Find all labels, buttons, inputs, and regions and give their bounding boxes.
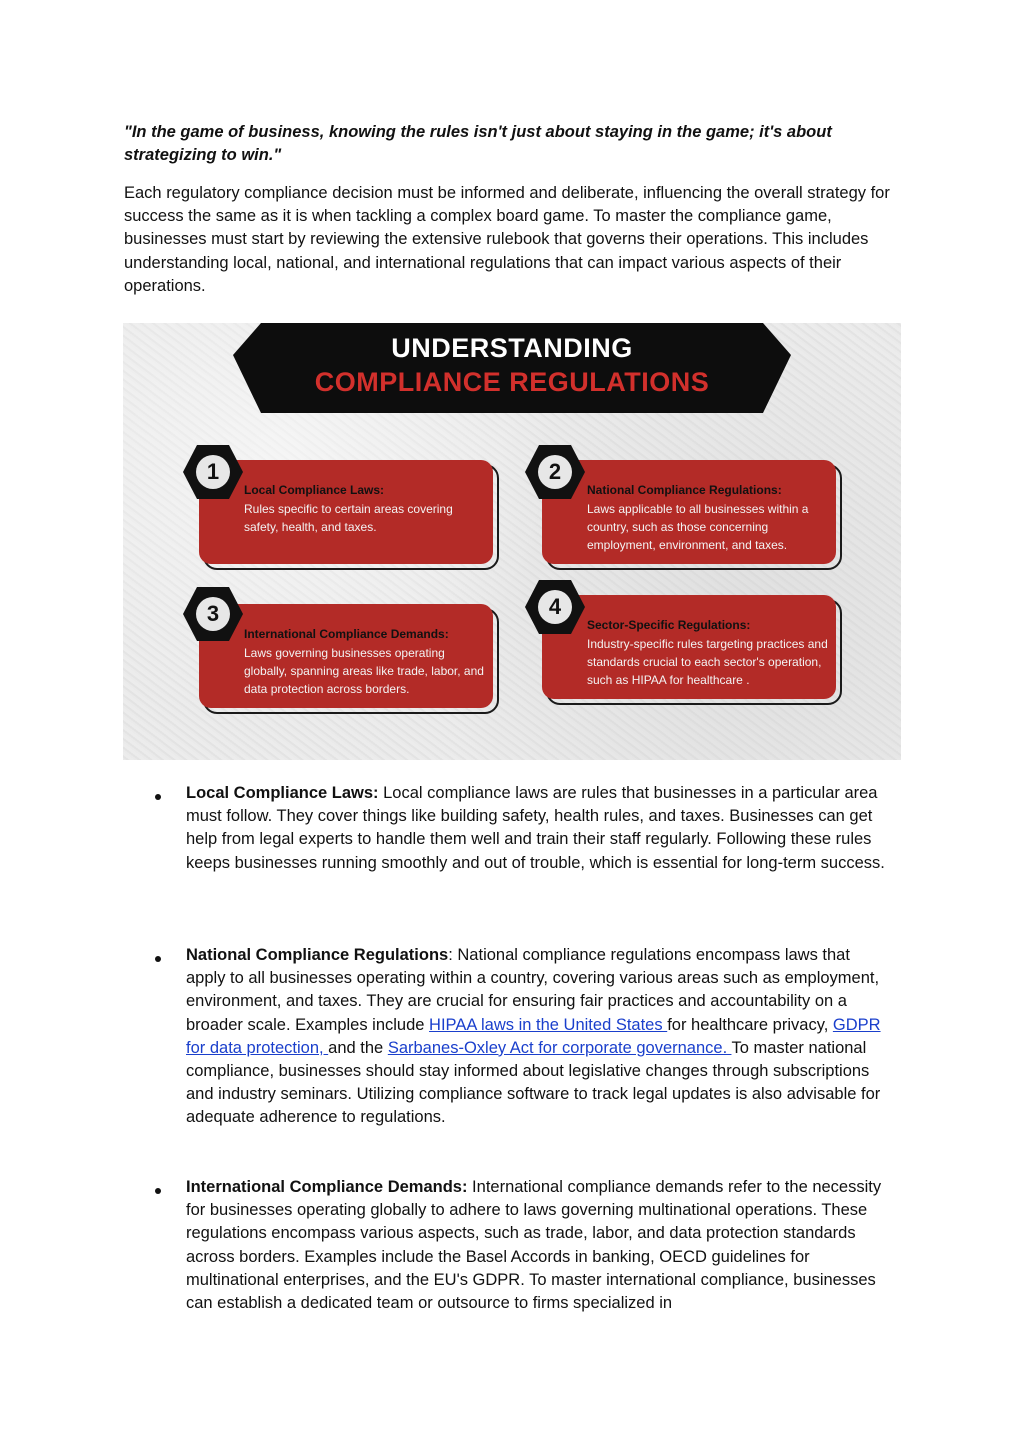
badge-number: 4 bbox=[548, 594, 562, 619]
bullet-dot bbox=[155, 956, 161, 962]
compliance-infographic bbox=[123, 323, 901, 760]
number-badge-2 bbox=[523, 443, 587, 501]
number-badge-1 bbox=[181, 443, 245, 501]
card-text: Laws governing businesses operating globally, spanning areas like trade, labor, and data protection across borders. bbox=[244, 646, 484, 696]
opening-quote: "In the game of business, knowing the rules isn't just about staying in the game; it's about strategizing to win." bbox=[124, 123, 832, 164]
badge-number: 1 bbox=[206, 459, 220, 484]
bullet-dot bbox=[155, 1188, 161, 1194]
bullet-text: and the bbox=[328, 1038, 388, 1057]
card-national-compliance bbox=[542, 460, 842, 570]
bullet-dot bbox=[155, 794, 161, 800]
badge-number: 3 bbox=[206, 601, 220, 626]
sarbanes-oxley-link[interactable]: Sarbanes-Oxley Act for corporate governance. bbox=[387, 1038, 732, 1057]
number-badge-4 bbox=[523, 578, 587, 636]
hipaa-link[interactable]: HIPAA laws in the United States bbox=[429, 1015, 668, 1034]
bullet-heading: Local Compliance Laws: bbox=[186, 784, 379, 802]
bullet-local-compliance bbox=[186, 782, 886, 875]
infographic-title-line1: UNDERSTANDING bbox=[391, 333, 633, 363]
bullet-international-compliance bbox=[186, 1176, 886, 1315]
bullet-text: : National compliance regulations encompass laws that apply to all businesses operating within a country, covering various areas such as employment, environment, and taxes. They are crucial for ensuring fair practices and accountability on a broader scale. Examples include bbox=[186, 946, 880, 1034]
gdpr-link[interactable]: GDPR for data protection, bbox=[186, 1015, 881, 1057]
card-title: Local Compliance Laws: bbox=[244, 483, 385, 497]
bullet-heading: International Compliance Demands: bbox=[186, 1178, 468, 1196]
card-title: Sector-Specific Regulations: bbox=[587, 618, 751, 632]
bullet-text: To master national compliance, businesses should stay informed about legislative changes through subscriptions and industry seminars. Utilizing compliance software to track legal updates is also advisable for adequate adherence to regulations. bbox=[186, 1038, 881, 1127]
bullet-text: Local compliance laws are rules that businesses in a particular area must follow. They cover things like building safety, health rules, and taxes. Businesses can get help from legal experts to handle them well and train their staff regularly. Following these rules keeps businesses running smoothly and out of trouble, which is essential for long-term success. bbox=[186, 784, 885, 872]
bullet-text: for healthcare privacy, bbox=[667, 1015, 833, 1034]
bullet-text: International compliance demands refer to the necessity for businesses operating globally to adhere to laws governing multinational operations. These regulations encompass various aspects, such as trade, labor, and data protection standards across borders. Examples include the Basel Accords in banking, OECD guidelines for multinational enterprises, and the EU's GDPR. To master international compliance, businesses can establish a dedicated team or outsource to firms specialized in bbox=[186, 1178, 882, 1313]
bullet-national-compliance bbox=[186, 944, 886, 1130]
card-text: Rules specific to certain areas covering safety, health, and taxes. bbox=[244, 502, 453, 534]
intro-paragraph: Each regulatory compliance decision must be informed and deliberate, influencing the overall strategy for success the same as it is when tackling a complex board game. To master the compliance game, businesses must start by reviewing the extensive rulebook that governs their operations. This includes understanding local, national, and international regulations that can impact various aspects of their operations. bbox=[124, 184, 890, 295]
infographic-title-line2: COMPLIANCE REGULATIONS bbox=[314, 367, 710, 397]
card-title: National Compliance Regulations: bbox=[587, 483, 782, 497]
card-text: Industry-specific rules targeting practices and standards crucial to each sector's operation, such as HIPAA for healthcare . bbox=[587, 637, 828, 687]
card-title: International Compliance Demands: bbox=[244, 627, 449, 641]
card-sector-specific bbox=[542, 595, 842, 705]
card-text: Laws applicable to all businesses within a country, such as those concerning employment, environment, and taxes. bbox=[587, 502, 809, 552]
infographic-banner bbox=[233, 323, 791, 413]
number-badge-3 bbox=[181, 585, 245, 643]
bullet-heading: National Compliance Regulations bbox=[186, 946, 449, 964]
badge-number: 2 bbox=[548, 459, 562, 484]
